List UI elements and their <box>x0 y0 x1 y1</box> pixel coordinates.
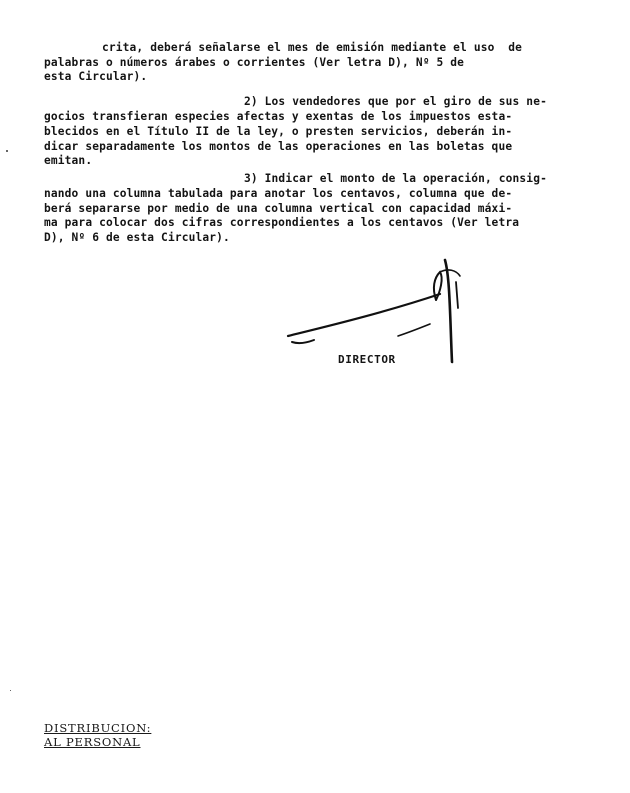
text-line: nando una columna tabulada para anotar los centavos, columna que de- <box>44 187 513 200</box>
text-line: gocios transfieran especies afectas y exentas de los impuestos esta- <box>44 110 513 123</box>
text-line: 3) Indicar el monto de la operación, consig- <box>244 172 547 185</box>
signatory-title: DIRECTOR <box>338 353 396 366</box>
text-line: blecidos en el Título II de la ley, o presten servicios, deberán in- <box>44 125 513 138</box>
distribution-recipient: AL PERSONAL <box>44 735 141 749</box>
scan-speck <box>6 150 8 152</box>
text-line: crita, deberá señalarse el mes de emisión mediante el uso de <box>102 41 523 54</box>
text-line: emitan. <box>44 154 93 167</box>
text-line: berá separarse por medio de una columna vertical con capacidad máxi- <box>44 202 513 215</box>
text-line: dicar separadamente los montos de las operaciones en las boletas que <box>44 140 513 153</box>
distribution-heading: DISTRIBUCION: <box>44 721 152 735</box>
text-line: 2) Los vendedores que por el giro de sus ne- <box>244 95 547 108</box>
text-line: D), Nº 6 de esta Circular). <box>44 231 230 244</box>
text-line: ma para colocar dos cifras correspondientes a los centavos (Ver letra <box>44 216 520 229</box>
text-line: esta Circular). <box>44 70 148 83</box>
scan-speck <box>10 690 11 691</box>
text-line: palabras o números árabes o corrientes (Ver letra D), Nº 5 de <box>44 56 465 69</box>
handwritten-signature <box>280 258 470 368</box>
